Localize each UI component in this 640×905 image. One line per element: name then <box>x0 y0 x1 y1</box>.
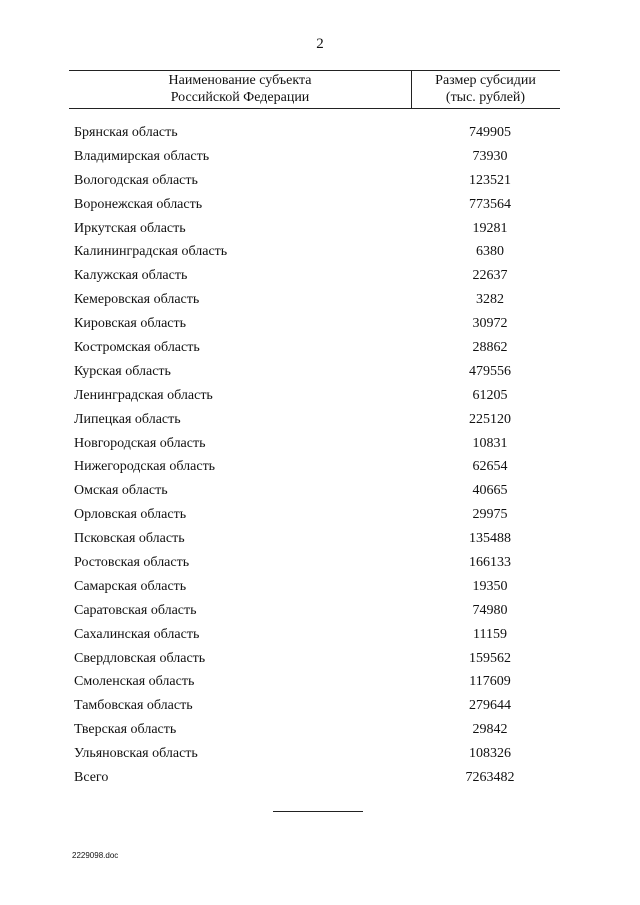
header-name-line-1: Наименование субъекта <box>168 73 312 88</box>
region-name: Ульяновская область <box>74 746 198 762</box>
table-row <box>0 408 640 432</box>
subsidy-amount: 3282 <box>476 292 504 308</box>
region-name: Кировская область <box>74 316 187 332</box>
table-row <box>0 264 640 288</box>
header-amount-column <box>411 72 560 106</box>
table-header-bottom-rule <box>69 108 560 109</box>
region-name: Вологодская область <box>74 172 198 188</box>
table-row <box>0 575 640 599</box>
region-name: Саратовская область <box>74 602 197 618</box>
table-row <box>0 240 640 264</box>
subsidy-amount: 166133 <box>469 555 511 571</box>
subsidy-amount: 749905 <box>469 125 511 140</box>
region-name: Нижегородская область <box>74 459 216 475</box>
region-name: Тверская область <box>74 722 177 738</box>
subsidy-amount: 61205 <box>472 387 508 403</box>
region-name: Самарская область <box>74 578 187 594</box>
subsidy-amount: 123521 <box>469 172 511 188</box>
region-name: Тамбовская область <box>74 698 193 714</box>
subsidy-amount: 10831 <box>472 435 508 451</box>
subsidy-amount: 40665 <box>472 483 508 499</box>
subsidy-amount: 19350 <box>472 578 508 594</box>
table-row <box>0 718 640 742</box>
subsidy-amount: 159562 <box>469 650 511 666</box>
subsidy-amount: 6380 <box>476 244 504 260</box>
table-row <box>0 432 640 456</box>
region-name: Кемеровская область <box>74 292 200 308</box>
table-row <box>0 288 640 312</box>
table-row <box>0 336 640 360</box>
header-name-line-2: Российской Федерации <box>170 90 310 105</box>
region-name: Владимирская область <box>74 148 210 164</box>
end-of-document-line <box>273 811 363 812</box>
region-name: Ленинградская область <box>74 387 213 403</box>
table-body <box>0 121 640 790</box>
region-name: Липецкая область <box>74 411 181 427</box>
table-row <box>0 193 640 217</box>
region-name: Брянская область <box>74 125 178 140</box>
header-name-column <box>69 72 411 106</box>
subsidy-amount: 22637 <box>472 268 508 284</box>
table-row <box>0 145 640 169</box>
table-row <box>0 623 640 647</box>
region-name: Новгородская область <box>74 435 206 451</box>
region-name: Калужская область <box>74 268 188 284</box>
table-row <box>0 455 640 479</box>
subsidy-amount: 62654 <box>472 459 508 475</box>
subsidy-amount: 108326 <box>469 746 511 762</box>
region-name: Костромская область <box>74 340 200 356</box>
region-name: Сахалинская область <box>74 626 200 642</box>
table-row <box>0 217 640 241</box>
subsidy-amount: 19281 <box>472 220 508 236</box>
subsidy-amount: 225120 <box>469 411 511 427</box>
region-name: Орловская область <box>74 507 187 523</box>
subsidy-amount: 28862 <box>472 340 508 356</box>
subsidy-amount: 29975 <box>472 507 508 523</box>
table-row <box>0 384 640 408</box>
subsidy-amount: 73930 <box>472 148 508 164</box>
region-name: Псковская область <box>74 531 185 547</box>
table-row <box>0 599 640 623</box>
page-number: 2 <box>316 36 324 52</box>
table-row <box>0 551 640 575</box>
document-filename: 2229098.doc <box>72 851 119 860</box>
table-row <box>0 694 640 718</box>
table-row <box>0 312 640 336</box>
region-name: Смоленская область <box>74 674 195 690</box>
region-name: Иркутская область <box>74 220 186 236</box>
region-name: Воронежская область <box>74 196 203 212</box>
subsidy-amount: 11159 <box>473 626 507 642</box>
subsidy-amount: 74980 <box>472 602 508 618</box>
table-row <box>0 360 640 384</box>
region-name: Всего <box>74 770 109 786</box>
region-name: Курская область <box>74 363 171 379</box>
table-row <box>0 670 640 694</box>
header-amount-line-2: (тыс. рублей) <box>445 90 526 105</box>
subsidy-amount: 479556 <box>469 363 511 379</box>
subsidy-amount: 135488 <box>469 531 511 547</box>
region-name: Свердловская область <box>74 650 206 666</box>
region-name: Ростовская область <box>74 555 190 571</box>
subsidy-amount: 117609 <box>469 674 511 690</box>
header-amount-line-1: Размер субсидии <box>435 73 536 88</box>
region-name: Омская область <box>74 483 168 499</box>
table-row <box>0 503 640 527</box>
table-row <box>0 742 640 766</box>
subsidy-amount: 29842 <box>472 722 508 738</box>
subsidy-amount: 30972 <box>472 316 508 332</box>
table-row <box>0 169 640 193</box>
table-row-total <box>0 766 640 790</box>
subsidy-amount: 773564 <box>469 196 511 212</box>
table-row <box>0 527 640 551</box>
subsidy-amount: 7263482 <box>465 770 515 786</box>
table-top-rule <box>69 70 560 71</box>
region-name: Калининградская область <box>74 244 228 260</box>
table-row <box>0 121 640 145</box>
table-row <box>0 647 640 671</box>
table-row <box>0 479 640 503</box>
subsidy-amount: 279644 <box>469 698 511 714</box>
